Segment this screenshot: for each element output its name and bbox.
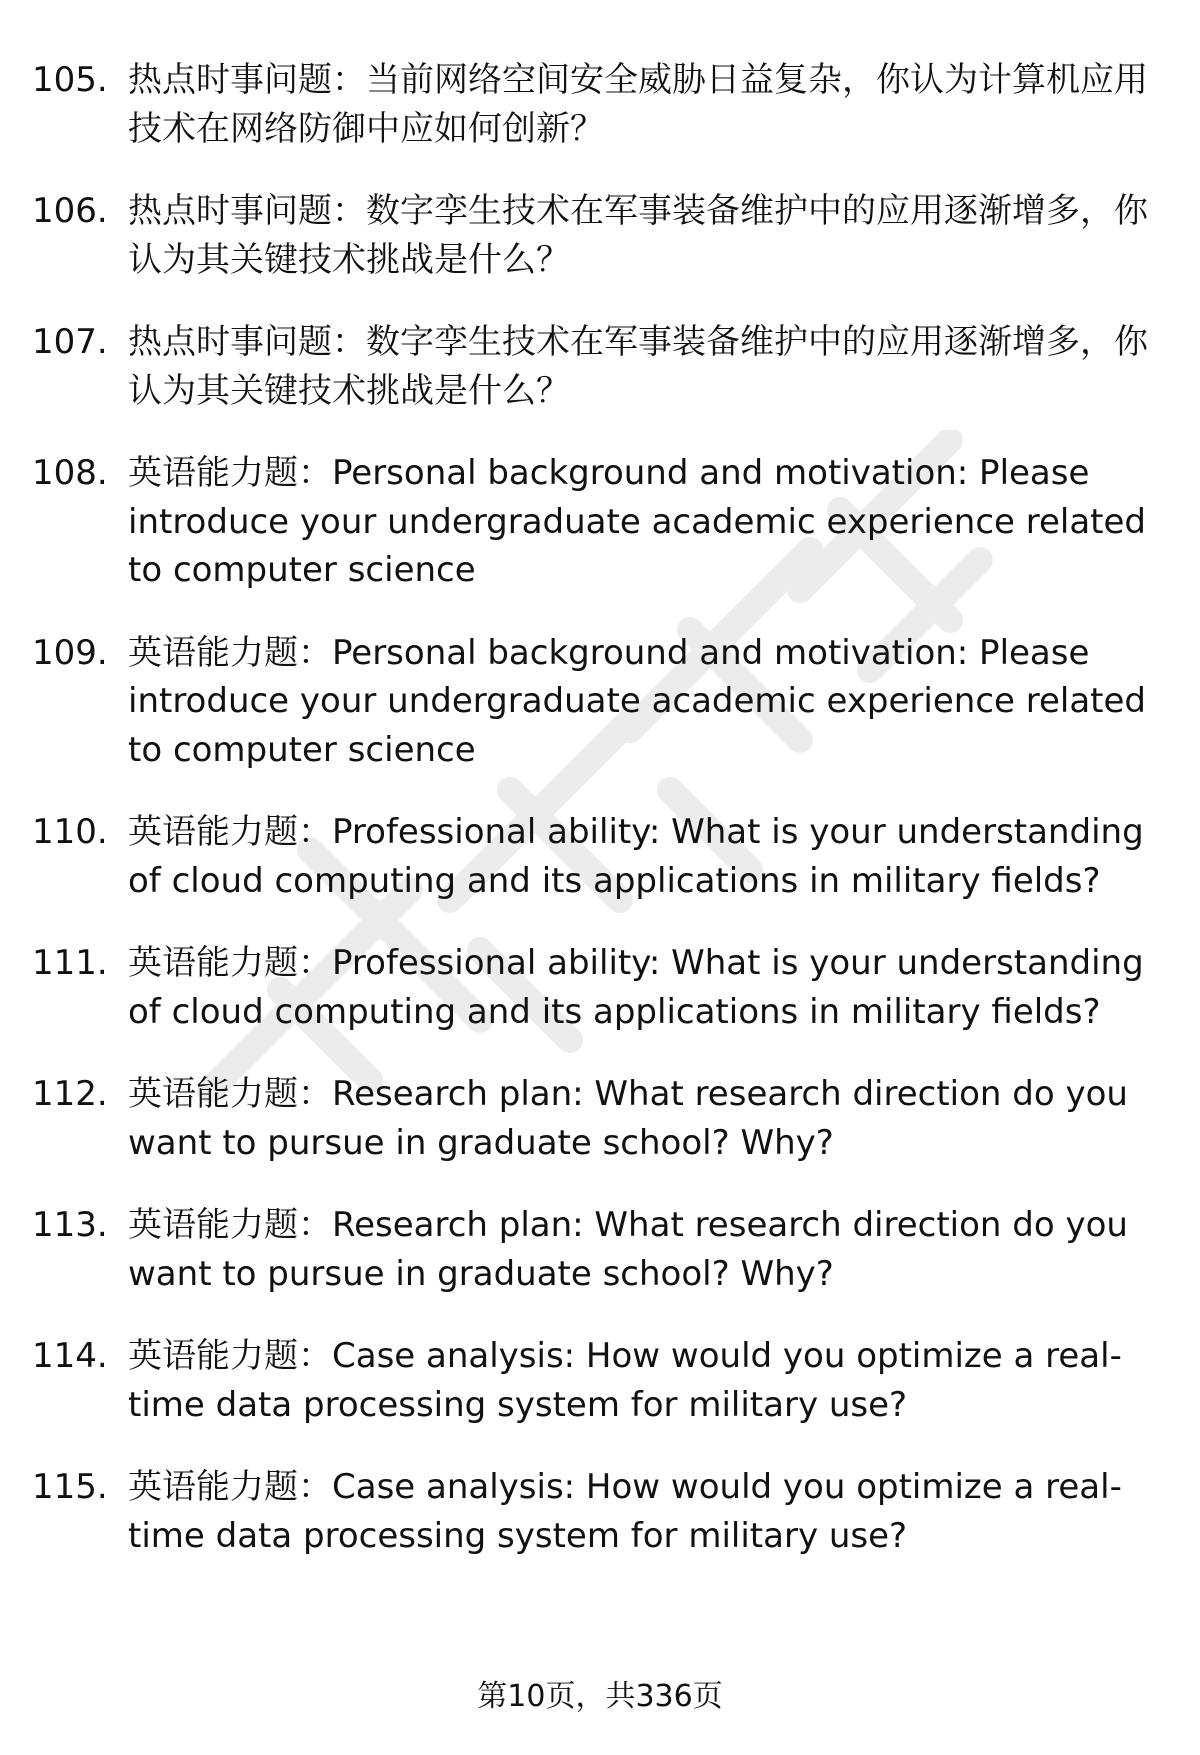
question-item (0, 939, 1200, 1036)
question-text: 英语能力题：Personal background and motivation: Please introduce your undergraduate academic experience related to computer science (128, 632, 1147, 770)
question-number: 110. (32, 812, 108, 852)
question-text: 热点时事问题：当前网络空间安全威胁日益复杂，你认为计算机应用技术在网络防御中应如何创新？ (128, 60, 1148, 149)
question-number: 109. (32, 632, 108, 673)
question-text: 英语能力题：Case analysis: How would you optimize a real-time data processing system for military use? (128, 1467, 1122, 1556)
question-text: 英语能力题：Research plan: What research direction do you want to pursue in graduate school? Why? (128, 1205, 1128, 1294)
question-item (0, 1463, 1200, 1560)
question-item (0, 318, 1200, 415)
question-item (0, 808, 1200, 905)
question-number: 114. (32, 1336, 108, 1376)
question-text: 热点时事问题：数字孪生技术在军事装备维护中的应用逐渐增多，你认为其关键技术挑战是什么？ (128, 322, 1148, 411)
page-number-label: 第10页，共336页 (477, 1679, 723, 1714)
question-number: 111. (32, 943, 108, 983)
question-item (0, 56, 1200, 153)
question-number: 115. (32, 1467, 108, 1507)
question-number: 112. (32, 1074, 108, 1114)
question-item (0, 629, 1200, 775)
question-text: 英语能力题：Professional ability: What is your understanding of cloud computing and its applications in military fields? (128, 812, 1144, 901)
question-item (0, 1332, 1200, 1429)
question-item (0, 187, 1200, 284)
question-text: 英语能力题：Case analysis: How would you optimize a real-time data processing system for military use? (128, 1336, 1122, 1425)
question-item (0, 449, 1200, 595)
question-text: 英语能力题：Personal background and motivation: Please introduce your undergraduate academic experience related to computer science (128, 453, 1147, 590)
question-text: 英语能力题：Research plan: What research direction do you want to pursue in graduate school? Why? (128, 1074, 1128, 1163)
page-footer (0, 1677, 1200, 1717)
question-text: 英语能力题：Professional ability: What is your understanding of cloud computing and its applications in military fields? (128, 943, 1144, 1032)
question-item (0, 1070, 1200, 1167)
question-number: 106. (32, 191, 108, 231)
question-number: 105. (32, 60, 108, 100)
question-text: 热点时事问题：数字孪生技术在军事装备维护中的应用逐渐增多，你认为其关键技术挑战是什么？ (128, 191, 1148, 280)
question-item (0, 1201, 1200, 1298)
question-number: 113. (32, 1205, 108, 1245)
question-number: 108. (32, 453, 108, 493)
question-number: 107. (32, 322, 108, 362)
question-list (0, 56, 1200, 1594)
